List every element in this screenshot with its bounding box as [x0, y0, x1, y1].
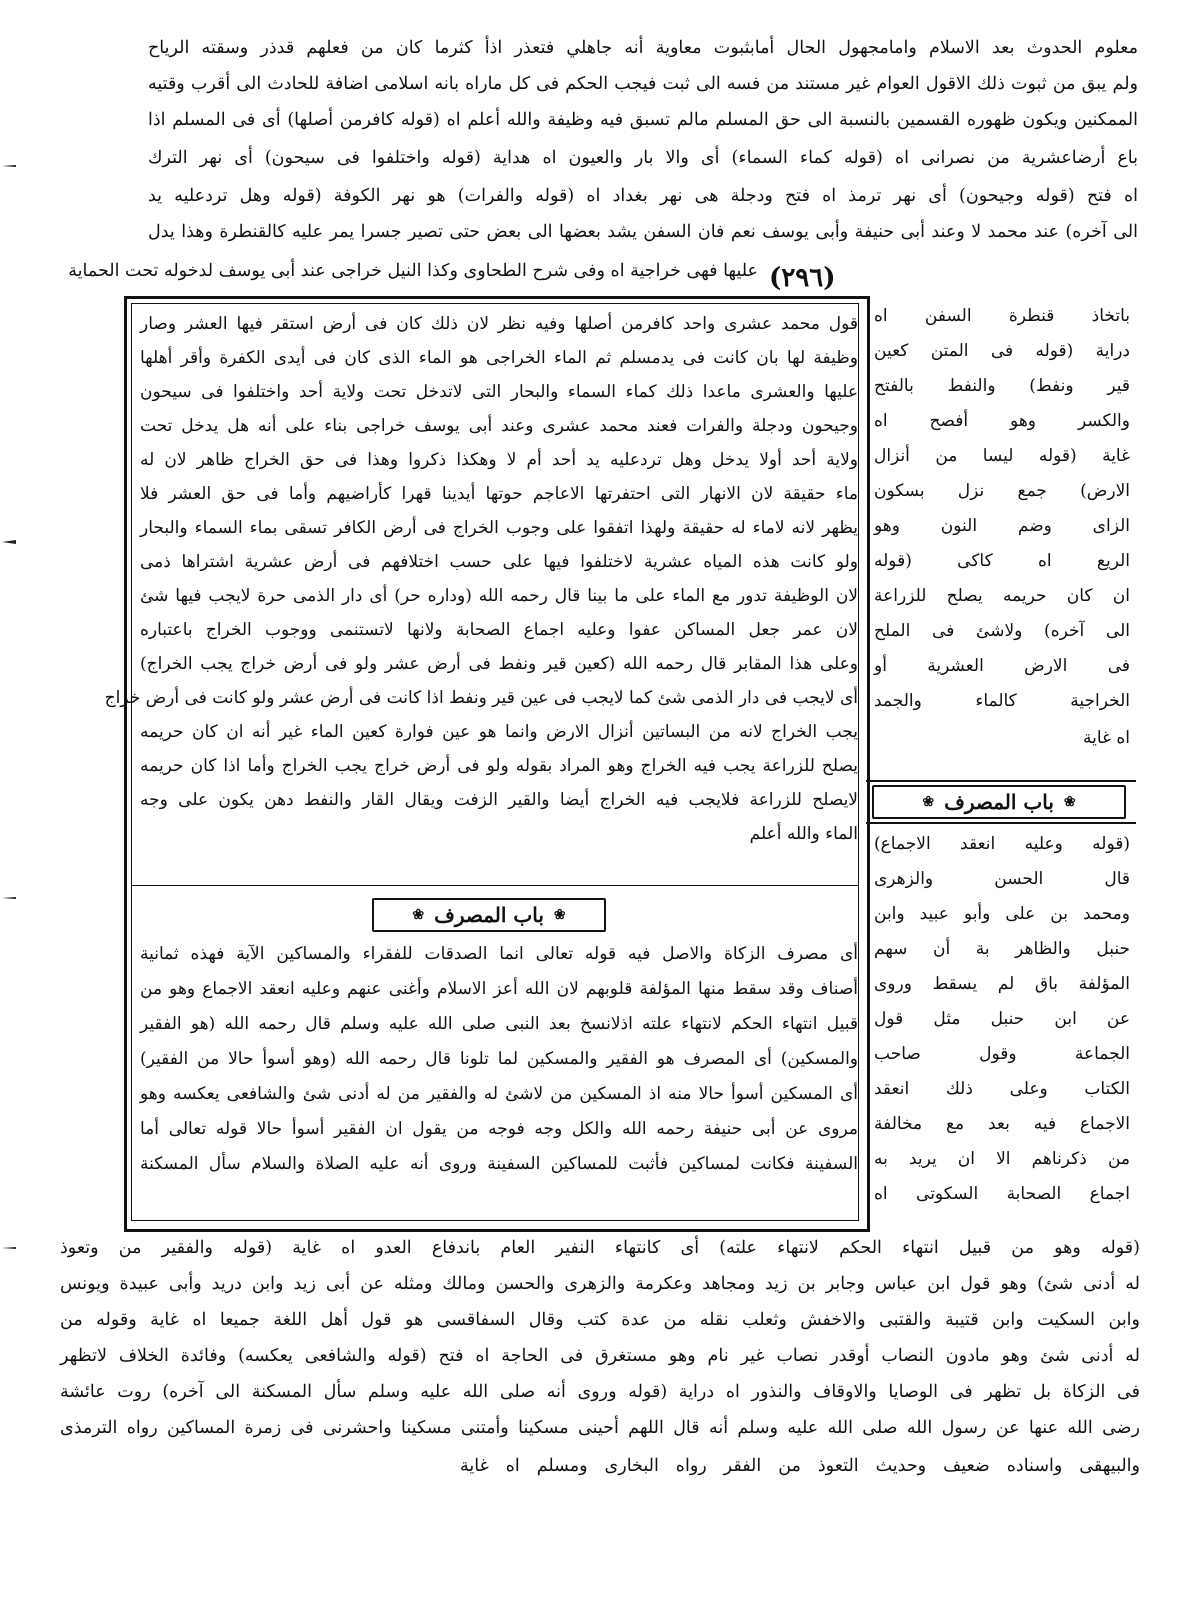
margin-note-line: قال الحسن والزهرى — [874, 869, 1130, 889]
top-text-line: اه فتح (قوله وجيحون) أى نهر ترمذ اه فتح ودجلة هى نهر بغداد اه (قوله والفرات) هو نهر الكوفة (قوله وهل تردعليه يد — [148, 186, 1138, 206]
main-text-line: وظيفة لها بان كانت فى يدمسلم ثم الماء الخراجى هو الماء الذى كان فى أيدى الكفرة وأقر أهلها — [140, 348, 858, 368]
margin-note-line: عن ابن حنبل مثل قول — [874, 1009, 1130, 1029]
margin-note-line: باتخاذ قنطرة السفن اه — [874, 306, 1130, 326]
top-text-line: باع أرضاعشرية من نصرانى اه (قوله كماء السماء) أى والا بار والعيون اه هداية (قوله واختلفوا فى سيحون) أى نهر الترك — [148, 148, 1138, 168]
section-title-text: باب المصرف — [434, 903, 544, 927]
margin-divider — [866, 822, 1136, 824]
main-text-line: ولاية أحد أولا يدخل وهل تردعليه يد أحد أم لا وهكذا ذكروا وهذا فى حق الخراج ظاهر لان له — [140, 450, 858, 470]
margin-note-line: الكتاب وعلى ذلك انعقد — [874, 1079, 1130, 1099]
section-title — [372, 898, 606, 932]
main-text-line: مروى عن أبى حنيفة رحمه الله والكل وجه فوجه من يقول ان الفقير أسوأ حالا قوله تعالى أما — [140, 1119, 858, 1139]
main-text-line: يصلح للزراعة يجب فيه الخراج وهو المراد بقوله ولو فى أرض خراج يجب الخراج وأما اذا كان حريمه — [140, 756, 858, 776]
margin-note-line: الريع اه كاكى (قوله — [874, 551, 1130, 571]
main-text-line: يجب الخراج لانه من البساتين أنزال الارض وانما هو عين فوارة كعين الماء غير أنه ان كان حريمه — [140, 722, 858, 742]
margin-note-line: حنبل والظاهر بة أن سهم — [874, 939, 1130, 959]
page-number: (٢٩٦) — [769, 263, 836, 293]
margin-section-title — [872, 785, 1126, 819]
section-divider — [131, 885, 859, 886]
top-text-line: الى آخره) عند محمد لا وعند أبى حنيفة وأبى يوسف نعم فان السفن يشد بعضها الى بعض حتى تصير جسرا يمر عليه كالقنطرة وهذا يدل — [148, 222, 1138, 242]
margin-note-line: اه غاية — [1083, 728, 1130, 748]
margin-note-line: غاية (قوله ليسا من أنزال — [874, 446, 1130, 466]
main-text-line: لان الوظيفة تدور مع الماء على ما بينا قال رحمه الله (وداره حر) أى دار الذمى حرة لايجب فيها شئ — [140, 586, 858, 606]
main-text-line: ولو كانت هذه المياه عشرية لاختلفوا فيها على حسب اختلافهم فى أرض عشرية اشتراها ذمى — [140, 552, 858, 572]
main-text-line: عليها والعشرى ماعدا ذلك كماء السماء والبحار التى لاتدخل تحت ولاية أحد واختلفوا فى سيحون — [140, 382, 858, 402]
scan-mark-icon — [2, 1245, 16, 1251]
margin-note-line: قير ونفط) والنفط بالفتح — [874, 376, 1130, 396]
margin-note-line: فى الارض العشرية أو — [874, 656, 1130, 676]
margin-note-line: الاجماع فيه بعد مع مخالفة — [874, 1114, 1130, 1134]
main-text-line: السفينة فكانت لمساكين فأثبت للمساكين السفينة وروى أنه عليه الصلاة والسلام سأل المسكنة — [140, 1154, 858, 1174]
footnote-line: له أدنى شئ وهو مادون النصاب أوقدر نصاب غير نام وهو مستغرق فى الحاجة اه فتح (قوله والشافعى يعكسه) وفائدة الخلاف لاتظهر — [60, 1346, 1140, 1366]
margin-note-line: ومحمد بن على وأبو عبيد وابن — [874, 904, 1130, 924]
margin-note-line: (قوله وعليه انعقد الاجماع) — [874, 834, 1130, 854]
margin-note-line: الى آخره) ولاشئ فى الملح — [874, 621, 1130, 641]
main-text-line: وجيحون ودجلة والفرات فعند محمد عشرى وعند أبى يوسف خراجى بناء على أنه هل يدخل تحت — [140, 416, 858, 436]
margin-note-line: المؤلفة باق لم يسقط وروى — [874, 974, 1130, 994]
main-text-line: أى المسكين أسوأ حالا منه اذ المسكين من لاشئ له والفقير من له أدنى شئ والشافعى يعكسه وهو — [140, 1084, 858, 1104]
margin-note-line: الجماعة وقول صاحب — [874, 1044, 1130, 1064]
scan-mark-icon — [2, 539, 16, 545]
top-text-line: الممكنين ويكون ظهوره القسمين بالنسبة الى حق المسلم مالم تسبق فيه وظيفة والله أعلم اه (قوله كافرمن أصلها) أى فى المسلم اذا — [148, 110, 1138, 130]
footnote-line: والبيهقى واسناده ضعيف وحديث التعوذ من الفقر رواه البخارى ومسلم اه غاية — [460, 1456, 1140, 1476]
top-text-line: عليها فهى خراجية اه وفى شرح الطحاوى وكذا النيل خراجى عند أبى يوسف لدخوله تحت الحماية — [68, 261, 758, 281]
ornament-icon: ❀ — [553, 907, 566, 923]
main-text-line: أى مصرف الزكاة والاصل فيه قوله تعالى انما الصدقات للفقراء والمساكين الآية فهذه ثمانية — [140, 944, 858, 964]
footnote-line: له أدنى شئ) وهو قول ابن عباس وجابر بن زيد ومجاهد وعكرمة والزهرى والحسن ومالك ومثله عن أبى زيد وابن دريد وأبى عبيدة ويونس — [60, 1274, 1140, 1294]
margin-note-line: والكسر وهو أفصح اه — [874, 411, 1130, 431]
margin-note-line: الخراجية كالماء والجمد — [874, 691, 1130, 711]
margin-note-line: اجماع الصحابة السكوتى اه — [874, 1184, 1130, 1204]
scan-mark-icon — [2, 163, 16, 169]
top-text-line: ولم يبق من ثبوت ذلك الاقول العوام غير مستند من فسه الى ثبت فيجب الحكم فى كل ماراه بانه اسلامى اضافة للحادث الى أقرب وقتيه — [148, 74, 1138, 94]
margin-note-line: من ذكرناهم الا ان يريد به — [874, 1149, 1130, 1169]
footnote-line: (قوله وهو من قبيل انتهاء الحكم لانتهاء علته) أى كانتهاء النفير العام باندفاع العدو اه غاية (قوله والفقير من وتعوذ — [60, 1238, 1140, 1258]
footnote-line: فى الزكاة بل تظهر فى الوصايا والاوقاف والنذور اه دراية (قوله وروى أنه صلى الله عليه وسلم سأل المسكنة الى آخره) روت عائشة — [60, 1382, 1140, 1402]
ornament-icon: ❀ — [1063, 794, 1076, 810]
footnote-line: وابن السكيت وابن قتيبة والقتبى والاخفش وثعلب نقله من عدة كتب وقال السفاقسى هو قول أهل اللغة جميعا اه غاية وقوله من — [60, 1310, 1140, 1330]
margin-section-title-text: باب المصرف — [944, 790, 1054, 814]
top-text-line: معلوم الحدوث بعد الاسلام وامامجهول الحال أمابثبوت معاوية أنه جاهلي فتعذر اذأ كثرما كان من فعلهم قدذر وسقته الرياح — [148, 38, 1138, 58]
margin-note-line: دراية (قوله فى المتن كعين — [874, 341, 1130, 361]
main-text-line: والمسكين) أى المصرف هو الفقير والمسكين لما تلونا قال رحمه الله (وهو أسوأ حالا من الفقير) — [140, 1049, 858, 1069]
margin-note-line: الارض) جمع نزل بسكون — [874, 481, 1130, 501]
margin-note-line: الزاى وضم النون وهو — [874, 516, 1130, 536]
main-text-line: وعلى هذا المقابر قال رحمه الله (كعين قير ونفط فى أرض عشر ولو فى أرض خراج يجب الخراج) — [140, 654, 858, 674]
main-text-line: يظهر لانه لاماء له حقيقة ولهذا اتفقوا على وجوب الخراج فى أرض الكافر تسقى بماء السماء والبحار — [140, 518, 858, 538]
main-text-line: الماء والله أعلم — [749, 824, 858, 844]
main-text-line: قول محمد عشرى واحد كافرمن أصلها وفيه نظر لان ذلك كان فى أرض استقر فيها العشر وصار — [140, 314, 858, 334]
main-text-line: لان عمر جعل المساكن عفوا وعليه اجماع الصحابة ولانها لاتستنمى ووجوب الخراج باعتباره — [140, 620, 858, 640]
footnote-line: رضى الله عنها عن رسول الله صلى الله عليه وسلم أنه قال اللهم أحينى مسكينا وأمتنى مسكينا واحشرنى فى زمرة المساكين رواه الترمذى — [60, 1418, 1140, 1438]
main-text-line: لايصلح للزراعة فلايجب فيه الخراج أيضا والقير الزفت ويقال القار والنفط دهن يكون على وجه — [140, 790, 858, 810]
margin-divider — [866, 780, 1136, 782]
main-text-line: أى لايجب فى دار الذمى شئ كما لايجب فى عين قير ونفط اذا كانت فى أرض عشر ولو كانت فى أرض خراج — [104, 688, 858, 708]
main-text-line: ماء حقيقة لان الانهار التى احتفرتها الاعاجم حوتها أيدينا قهرا كأراضيهم وأما فى حق العشر فلا — [140, 484, 858, 504]
main-text-line: أصناف وقد سقط منها المؤلفة قلوبهم لان الله أعز الاسلام وأغنى عنهم وعليه انعقد الاجماع وهو من — [140, 979, 858, 999]
ornament-icon: ❀ — [412, 907, 425, 923]
scan-mark-icon — [2, 895, 16, 901]
ornament-icon: ❀ — [922, 794, 935, 810]
margin-note-line: ان كان حريمه يصلح للزراعة — [874, 586, 1130, 606]
main-text-line: قبيل انتهاء الحكم لانتهاء علته اذلانسخ بعد النبى صلى الله عليه وسلم قال رحمه الله (هو الفقير — [140, 1014, 858, 1034]
